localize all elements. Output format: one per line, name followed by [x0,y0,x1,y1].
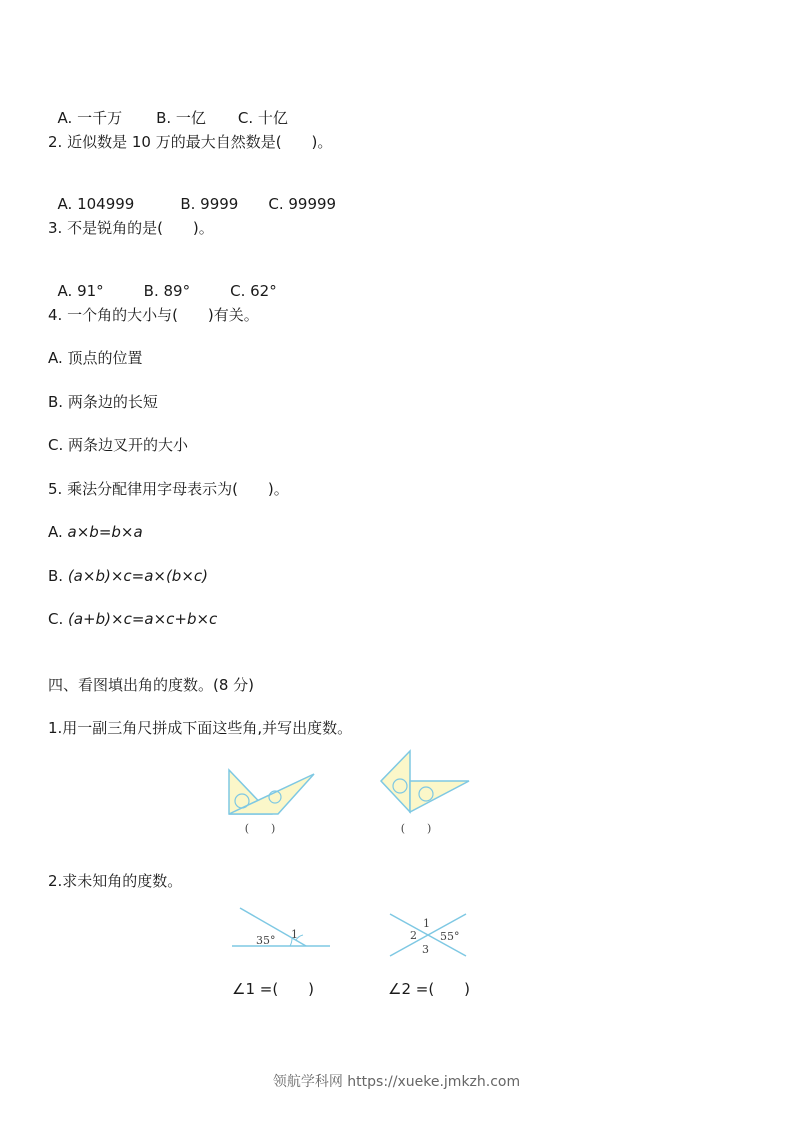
q2-option-a: A. 104999 [57,195,135,213]
q1-option-c: C. 十亿 [237,109,288,127]
section4-p2: 2.求未知角的度数。 [48,872,183,890]
q4-option-b: B. 两条边的长短 [48,393,158,411]
q3-option-c: C. 62° [230,282,277,300]
section4-p1: 1.用一副三角尺拼成下面这些角,并写出度数。 [48,719,353,737]
answer-angle-2: ∠2 =( ) [388,980,471,998]
answer-angle-1: ∠1 =( ) [232,980,315,998]
angle-label-1: 1 [423,917,430,930]
triangle-figure-2 [374,748,474,840]
angle-figure-1 [228,902,334,954]
angle-55-label: 55° [440,930,460,943]
triangle-figure-1 [222,764,322,840]
angle-label-2: 2 [410,929,417,942]
angle-label-3: 3 [422,943,429,956]
q1-options [48,88,288,128]
q4-option-a: A. 顶点的位置 [48,349,143,367]
q5-option-b: B. (a×b)×c=a×(b×c) [48,567,208,585]
section4-title: 四、看图填出角的度数。(8 分) [48,676,255,694]
fig2-caption: ( ) [400,822,432,835]
q1-option-a: A. 一千万 [57,109,123,127]
q3-stem: 3. 不是锐角的是( )。 [48,219,214,237]
q2-stem: 2. 近似数是 10 万的最大自然数是( )。 [48,133,333,151]
q2-option-b: B. 9999 [180,195,239,213]
angle-figure-2 [386,910,470,960]
q2-option-c: C. 99999 [268,195,337,213]
q3-options [48,261,277,301]
angle-1-label: 1 [291,928,298,941]
q4-stem: 4. 一个角的大小与( )有关。 [48,306,259,324]
q4-option-c: C. 两条边叉开的大小 [48,436,189,454]
q3-option-b: B. 89° [143,282,191,300]
q3-option-a: A. 91° [57,282,104,300]
q5-option-a: A. a×b=b×a [48,523,143,541]
angle-35-label: 35° [256,934,276,947]
fig1-caption: ( ) [244,822,276,835]
q2-options [48,174,336,214]
q5-stem: 5. 乘法分配律用字母表示为( )。 [48,480,289,498]
q5-option-c: C. (a+b)×c=a×c+b×c [48,610,218,628]
page-footer: 领航学科网 https://xueke.jmkzh.com [272,1074,521,1090]
q1-option-b: B. 一亿 [156,109,206,127]
